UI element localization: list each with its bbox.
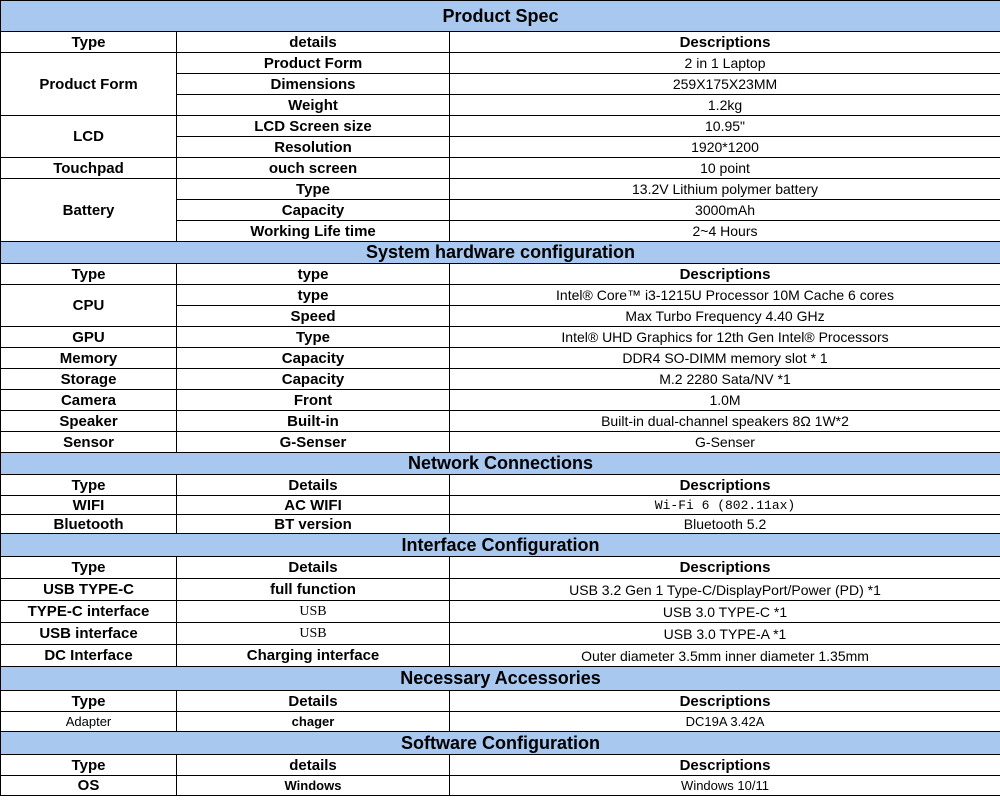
table-row [1, 601, 1000, 623]
detail-cell: AC WIFI [177, 496, 450, 515]
detail-cell: Working Life time [177, 221, 450, 242]
desc-cell: 2~4 Hours [450, 221, 1000, 242]
section-title: Necessary Accessories [1, 667, 1000, 691]
type-cell: Sensor [1, 432, 177, 453]
table-row [1, 645, 1000, 667]
section-title: System hardware configuration [1, 242, 1000, 264]
section-header-network [1, 453, 1000, 475]
table-row [1, 411, 1000, 432]
detail-cell: Front [177, 390, 450, 411]
col-descriptions: Descriptions [450, 264, 1000, 285]
detail-cell: Speed [177, 306, 450, 327]
type-cell: Bluetooth [1, 515, 177, 534]
table-row [1, 116, 1000, 137]
desc-cell: M.2 2280 Sata/NV *1 [450, 369, 1000, 390]
type-cell: Adapter [1, 712, 177, 732]
column-header-row [1, 557, 1000, 579]
desc-cell: 1920*1200 [450, 137, 1000, 158]
column-header-row [1, 32, 1000, 53]
detail-cell: ouch screen [177, 158, 450, 179]
type-cell: TYPE-C interface [1, 601, 177, 623]
type-cell: Camera [1, 390, 177, 411]
desc-cell: 1.2kg [450, 95, 1000, 116]
table-row [1, 53, 1000, 74]
desc-cell: 10.95" [450, 116, 1000, 137]
table-row [1, 776, 1000, 796]
type-cell: USB TYPE-C [1, 579, 177, 601]
detail-cell: Capacity [177, 200, 450, 221]
col-descriptions: Descriptions [450, 557, 1000, 579]
table-row [1, 515, 1000, 534]
desc-cell: Intel® UHD Graphics for 12th Gen Intel® Processors [450, 327, 1000, 348]
table-row [1, 390, 1000, 411]
detail-cell: Dimensions [177, 74, 450, 95]
group-cpu: CPU [1, 285, 177, 327]
col-type: Type [1, 475, 177, 496]
col-details: type [177, 264, 450, 285]
desc-cell: Windows 10/11 [450, 776, 1000, 796]
col-type: Type [1, 755, 177, 776]
type-cell: Speaker [1, 411, 177, 432]
desc-cell: Bluetooth 5.2 [450, 515, 1000, 534]
table-row [1, 285, 1000, 306]
section-header-software [1, 732, 1000, 755]
col-descriptions: Descriptions [450, 755, 1000, 776]
col-details: details [177, 755, 450, 776]
section-title: Software Configuration [1, 732, 1000, 755]
type-cell: OS [1, 776, 177, 796]
column-header-row [1, 264, 1000, 285]
type-cell: GPU [1, 327, 177, 348]
table-row [1, 579, 1000, 601]
detail-cell: Weight [177, 95, 450, 116]
detail-cell: Charging interface [177, 645, 450, 667]
col-type: Type [1, 557, 177, 579]
col-type: Type [1, 264, 177, 285]
group-product-form: Product Form [1, 53, 177, 116]
section-title: Network Connections [1, 453, 1000, 475]
detail-cell: Windows [177, 776, 450, 796]
section-title: Product Spec [1, 1, 1000, 32]
table-row [1, 348, 1000, 369]
desc-cell: USB 3.0 TYPE-C *1 [450, 601, 1000, 623]
detail-cell: Built-in [177, 411, 450, 432]
col-descriptions: Descriptions [450, 691, 1000, 712]
col-descriptions: Descriptions [450, 475, 1000, 496]
desc-cell: Wi-Fi 6 (802.11ax) [450, 496, 1000, 515]
detail-cell: chager [177, 712, 450, 732]
table-row [1, 327, 1000, 348]
section-header-accessories [1, 667, 1000, 691]
column-header-row [1, 691, 1000, 712]
desc-cell: Intel® Core™ i3-1215U Processor 10M Cache 6 cores [450, 285, 1000, 306]
desc-cell: DC19A 3.42A [450, 712, 1000, 732]
col-details: Details [177, 691, 450, 712]
type-cell: Storage [1, 369, 177, 390]
desc-cell: 3000mAh [450, 200, 1000, 221]
table-row [1, 369, 1000, 390]
detail-cell: Resolution [177, 137, 450, 158]
desc-cell: USB 3.2 Gen 1 Type-C/DisplayPort/Power (PD) *1 [450, 579, 1000, 601]
detail-cell: Capacity [177, 369, 450, 390]
detail-cell: Type [177, 327, 450, 348]
detail-cell: Type [177, 179, 450, 200]
desc-cell: 259X175X23MM [450, 74, 1000, 95]
section-header-system-hardware [1, 242, 1000, 264]
detail-cell: LCD Screen size [177, 116, 450, 137]
table-row [1, 158, 1000, 179]
detail-cell: Product Form [177, 53, 450, 74]
section-title: Interface Configuration [1, 534, 1000, 557]
table-row [1, 179, 1000, 200]
col-type: Type [1, 32, 177, 53]
desc-cell: Max Turbo Frequency 4.40 GHz [450, 306, 1000, 327]
desc-cell: 1.0M [450, 390, 1000, 411]
detail-cell: USB [177, 601, 450, 623]
type-cell: Memory [1, 348, 177, 369]
detail-cell: Capacity [177, 348, 450, 369]
detail-cell: type [177, 285, 450, 306]
type-cell: DC Interface [1, 645, 177, 667]
section-header-product-spec [1, 1, 1000, 32]
table-row [1, 712, 1000, 732]
desc-cell: 2 in 1 Laptop [450, 53, 1000, 74]
desc-cell: Outer diameter 3.5mm inner diameter 1.35mm [450, 645, 1000, 667]
group-lcd: LCD [1, 116, 177, 158]
detail-cell: USB [177, 623, 450, 645]
desc-cell: DDR4 SO-DIMM memory slot * 1 [450, 348, 1000, 369]
col-details: details [177, 32, 450, 53]
col-descriptions: Descriptions [450, 32, 1000, 53]
section-header-interface [1, 534, 1000, 557]
detail-cell: BT version [177, 515, 450, 534]
column-header-row [1, 755, 1000, 776]
col-details: Details [177, 475, 450, 496]
col-type: Type [1, 691, 177, 712]
detail-cell: G-Senser [177, 432, 450, 453]
group-touchpad: Touchpad [1, 158, 177, 179]
detail-cell: full function [177, 579, 450, 601]
group-battery: Battery [1, 179, 177, 242]
table-row [1, 432, 1000, 453]
type-cell: WIFI [1, 496, 177, 515]
table-row [1, 623, 1000, 645]
desc-cell: 10 point [450, 158, 1000, 179]
desc-cell: Built-in dual-channel speakers 8Ω 1W*2 [450, 411, 1000, 432]
type-cell: USB interface [1, 623, 177, 645]
desc-cell: USB 3.0 TYPE-A *1 [450, 623, 1000, 645]
desc-cell: G-Senser [450, 432, 1000, 453]
col-details: Details [177, 557, 450, 579]
column-header-row [1, 475, 1000, 496]
desc-cell: 13.2V Lithium polymer battery [450, 179, 1000, 200]
table-row [1, 496, 1000, 515]
